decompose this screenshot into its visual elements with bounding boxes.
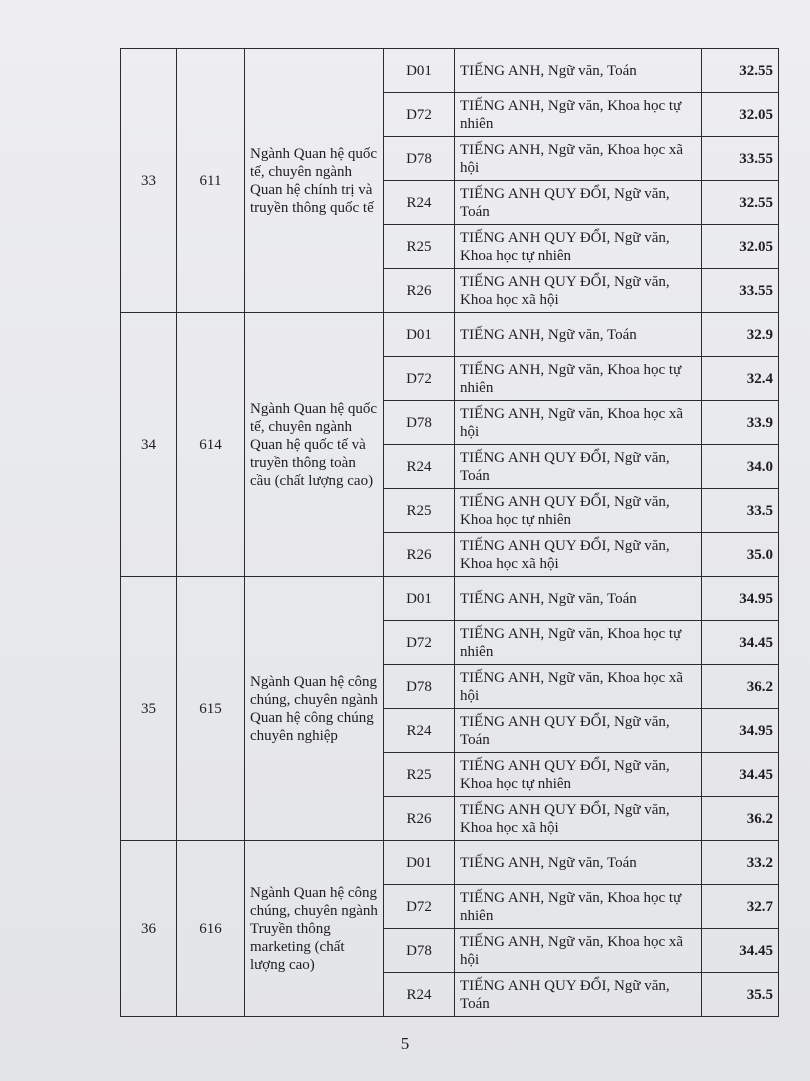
major-name: Ngành Quan hệ quốc tế, chuyên ngành Quan hệ chính trị và truyền thông quốc tế xyxy=(250,145,378,216)
cutoff-score: 34.0 xyxy=(702,445,779,489)
subject-list: TIẾNG ANH QUY ĐỔI, Ngữ văn, Khoa học xã hội xyxy=(455,797,702,841)
page-number: 5 xyxy=(400,1034,410,1053)
subject-list: TIẾNG ANH, Ngữ văn, Khoa học tự nhiên xyxy=(455,885,702,929)
cutoff-score: 32.55 xyxy=(702,181,779,225)
major-code: 611 xyxy=(177,49,245,313)
subject-combo-code: D72 xyxy=(384,93,455,137)
cutoff-score: 33.55 xyxy=(702,137,779,181)
subject-combo-code: R25 xyxy=(384,753,455,797)
subject-combo-code: D78 xyxy=(384,137,455,181)
subject-list: TIẾNG ANH, Ngữ văn, Khoa học tự nhiên xyxy=(455,621,702,665)
cutoff-score: 33.9 xyxy=(702,401,779,445)
table-row xyxy=(121,49,779,93)
cutoff-score: 32.05 xyxy=(702,93,779,137)
table-row xyxy=(121,313,779,357)
cutoff-score: 34.45 xyxy=(702,753,779,797)
row-number: 35 xyxy=(121,577,177,841)
subject-combo-code: R24 xyxy=(384,709,455,753)
subject-combo-code: D01 xyxy=(384,841,455,885)
cutoff-score: 35.0 xyxy=(702,533,779,577)
subject-combo-code: R25 xyxy=(384,489,455,533)
subject-combo-code: D72 xyxy=(384,621,455,665)
subject-combo-code: D01 xyxy=(384,577,455,621)
subject-list: TIẾNG ANH, Ngữ văn, Khoa học xã hội xyxy=(455,137,702,181)
major-name-cell xyxy=(245,313,384,577)
row-number: 33 xyxy=(121,49,177,313)
subject-combo-code: R24 xyxy=(384,445,455,489)
subject-list: TIẾNG ANH QUY ĐỔI, Ngữ văn, Khoa học tự nhiên xyxy=(455,225,702,269)
subject-list: TIẾNG ANH, Ngữ văn, Toán xyxy=(455,49,702,93)
subject-combo-code: R25 xyxy=(384,225,455,269)
subject-list: TIẾNG ANH, Ngữ văn, Khoa học xã hội xyxy=(455,401,702,445)
subject-list: TIẾNG ANH QUY ĐỔI, Ngữ văn, Toán xyxy=(455,445,702,489)
cutoff-score: 35.5 xyxy=(702,973,779,1017)
subject-list: TIẾNG ANH QUY ĐỔI, Ngữ văn, Toán xyxy=(455,973,702,1017)
subject-combo-code: D72 xyxy=(384,885,455,929)
major-code: 615 xyxy=(177,577,245,841)
subject-list: TIẾNG ANH QUY ĐỔI, Ngữ văn, Khoa học tự nhiên xyxy=(455,489,702,533)
subject-combo-code: D01 xyxy=(384,313,455,357)
subject-list: TIẾNG ANH, Ngữ văn, Khoa học tự nhiên xyxy=(455,93,702,137)
major-name: Ngành Quan hệ công chúng, chuyên ngành Quan hệ công chúng chuyên nghiệp xyxy=(250,673,378,744)
major-name: Ngành Quan hệ công chúng, chuyên ngành Truyền thông marketing (chất lượng cao) xyxy=(250,884,378,973)
subject-combo-code: D78 xyxy=(384,665,455,709)
subject-combo-code: D01 xyxy=(384,49,455,93)
table-row xyxy=(121,841,779,885)
admission-score-table xyxy=(120,48,779,1017)
subject-list: TIẾNG ANH, Ngữ văn, Toán xyxy=(455,577,702,621)
subject-list: TIẾNG ANH QUY ĐỔI, Ngữ văn, Toán xyxy=(455,181,702,225)
major-code: 614 xyxy=(177,313,245,577)
cutoff-score: 32.05 xyxy=(702,225,779,269)
subject-list: TIẾNG ANH QUY ĐỔI, Ngữ văn, Khoa học xã hội xyxy=(455,269,702,313)
cutoff-score: 32.9 xyxy=(702,313,779,357)
subject-list: TIẾNG ANH, Ngữ văn, Toán xyxy=(455,841,702,885)
cutoff-score: 34.95 xyxy=(702,577,779,621)
cutoff-score: 34.45 xyxy=(702,621,779,665)
subject-combo-code: R26 xyxy=(384,797,455,841)
cutoff-score: 33.5 xyxy=(702,489,779,533)
subject-list: TIẾNG ANH, Ngữ văn, Toán xyxy=(455,313,702,357)
subject-list: TIẾNG ANH QUY ĐỔI, Ngữ văn, Toán xyxy=(455,709,702,753)
major-name-cell xyxy=(245,841,384,1017)
cutoff-score: 36.2 xyxy=(702,665,779,709)
major-name: Ngành Quan hệ quốc tế, chuyên ngành Quan hệ quốc tế và truyền thông toàn cầu (chất lượng cao) xyxy=(250,400,378,489)
table-body xyxy=(121,49,779,1017)
cutoff-score: 32.4 xyxy=(702,357,779,401)
subject-combo-code: R24 xyxy=(384,973,455,1017)
subject-combo-code: D78 xyxy=(384,401,455,445)
subject-list: TIẾNG ANH, Ngữ văn, Khoa học xã hội xyxy=(455,665,702,709)
subject-combo-code: R26 xyxy=(384,269,455,313)
major-code: 616 xyxy=(177,841,245,1017)
major-name-cell xyxy=(245,577,384,841)
table-row xyxy=(121,577,779,621)
subject-combo-code: D78 xyxy=(384,929,455,973)
subject-list: TIẾNG ANH, Ngữ văn, Khoa học tự nhiên xyxy=(455,357,702,401)
subject-list: TIẾNG ANH QUY ĐỔI, Ngữ văn, Khoa học xã hội xyxy=(455,533,702,577)
row-number: 34 xyxy=(121,313,177,577)
cutoff-score: 32.7 xyxy=(702,885,779,929)
subject-combo-code: R26 xyxy=(384,533,455,577)
cutoff-score: 34.95 xyxy=(702,709,779,753)
cutoff-score: 32.55 xyxy=(702,49,779,93)
cutoff-score: 33.2 xyxy=(702,841,779,885)
row-number: 36 xyxy=(121,841,177,1017)
subject-list: TIẾNG ANH QUY ĐỔI, Ngữ văn, Khoa học tự nhiên xyxy=(455,753,702,797)
subject-combo-code: R24 xyxy=(384,181,455,225)
cutoff-score: 36.2 xyxy=(702,797,779,841)
major-name-cell xyxy=(245,49,384,313)
cutoff-score: 33.55 xyxy=(702,269,779,313)
subject-list: TIẾNG ANH, Ngữ văn, Khoa học xã hội xyxy=(455,929,702,973)
cutoff-score: 34.45 xyxy=(702,929,779,973)
subject-combo-code: D72 xyxy=(384,357,455,401)
